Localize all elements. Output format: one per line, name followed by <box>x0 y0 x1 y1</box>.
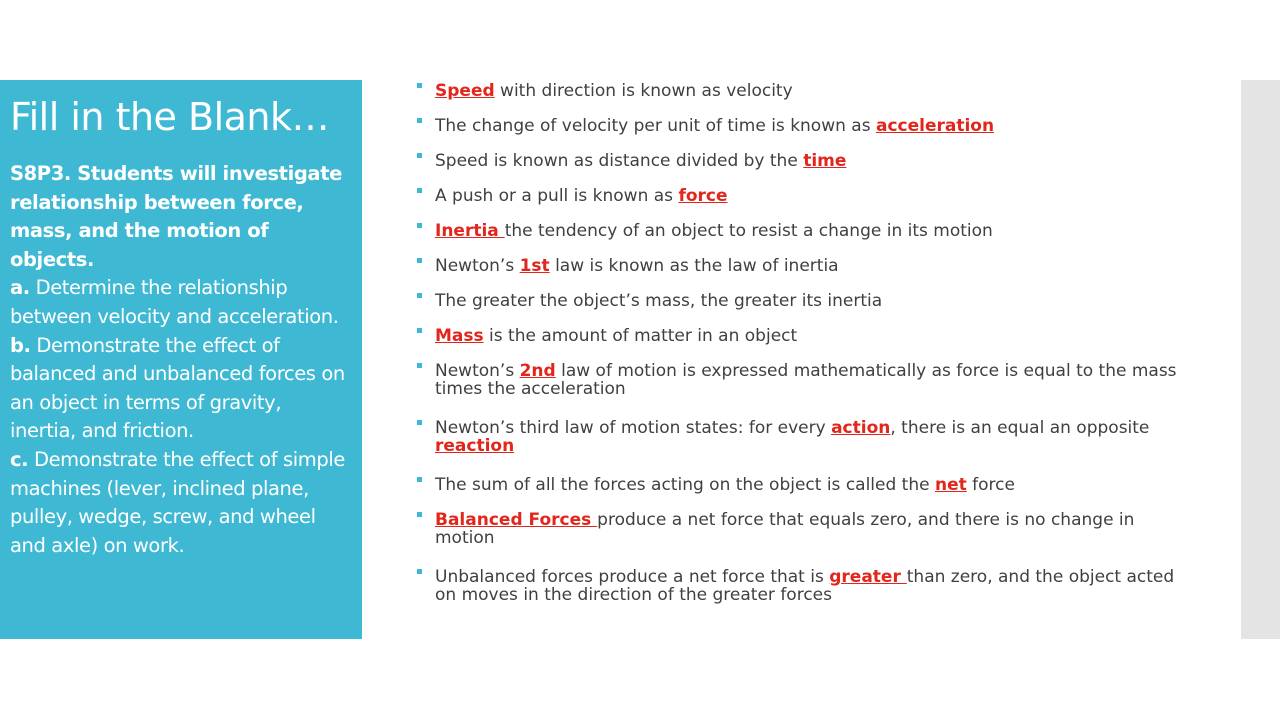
statement-text: Newton’s <box>435 361 520 381</box>
list-item <box>414 78 1184 104</box>
list-item <box>414 415 1184 455</box>
list-item-text <box>435 507 1184 547</box>
statement-text: A push or a pull is known as <box>435 186 679 206</box>
bullet-marker-icon <box>417 293 422 298</box>
list-item-text <box>435 253 1184 275</box>
answer-word: Speed <box>435 81 495 101</box>
list-item-text <box>435 218 1184 240</box>
answer-word: Mass <box>435 326 484 346</box>
scroll-strip <box>1241 80 1280 639</box>
standard-item-text: Demonstrate the effect of simple machines (lever, inclined plane, pulley, wedge, screw, and wheel and axle) on work. <box>10 447 345 557</box>
statement-text: The change of velocity per unit of time is known as <box>435 116 876 136</box>
answer-word: 2nd <box>519 361 556 381</box>
list-item-text <box>435 358 1184 398</box>
list-item <box>414 358 1184 398</box>
answer-word: reaction <box>435 436 515 456</box>
bullet-marker-icon <box>417 569 422 574</box>
bullet-marker-icon <box>417 477 422 482</box>
statement-text: The greater the object’s mass, the greater its inertia <box>435 291 883 311</box>
statement-text: Newton’s third law of motion states: for every <box>435 418 832 438</box>
list-item <box>414 218 1184 244</box>
standard-item-text: Demonstrate the effect of balanced and unbalanced forces on an object in terms of gravity, inertia, and friction. <box>10 333 345 443</box>
answer-word: net <box>935 475 967 495</box>
statement-text: law of motion is expressed mathematically as force is equal to the mass times the acceleration <box>435 361 1177 399</box>
list-item <box>414 148 1184 174</box>
bullet-marker-icon <box>417 420 422 425</box>
answer-word: acceleration <box>875 116 995 136</box>
list-item-text <box>435 148 1184 170</box>
statement-text: with direction is known as velocity <box>494 81 793 101</box>
list-item-text <box>435 472 1184 494</box>
bullet-marker-icon <box>417 223 422 228</box>
slide-title: Fill in the Blank… <box>10 95 330 139</box>
fill-in-blank-list <box>414 78 1184 621</box>
list-item-text <box>435 323 1184 345</box>
statement-text: the tendency of an object to resist a change in its motion <box>504 221 993 241</box>
list-item-text <box>435 288 1184 310</box>
list-item <box>414 507 1184 547</box>
list-item <box>414 323 1184 349</box>
standard-item-text: Determine the relationship between velocity and acceleration. <box>10 276 339 328</box>
list-item <box>414 113 1184 139</box>
bullet-marker-icon <box>417 328 422 333</box>
list-item-text <box>435 415 1184 455</box>
answer-word: time <box>803 151 847 171</box>
list-item-text <box>435 78 1184 100</box>
standard-header: S8P3. Students will investigate relationship between force, mass, and the motion of objects. <box>10 162 342 271</box>
answer-word: Balanced Forces <box>435 510 598 530</box>
statement-text: produce a net force that equals zero, and there is no change in motion <box>435 510 1135 548</box>
standard-text <box>10 160 348 560</box>
answer-word: action <box>831 418 891 438</box>
bullet-marker-icon <box>417 188 422 193</box>
statement-text: force <box>966 475 1015 495</box>
answer-word: 1st <box>519 256 550 276</box>
answer-word: Inertia <box>435 221 505 241</box>
answer-word: greater <box>829 567 907 587</box>
standards-panel <box>0 80 362 639</box>
list-item <box>414 472 1184 498</box>
statement-text: Speed is known as distance divided by the <box>435 151 804 171</box>
bullet-marker-icon <box>417 118 422 123</box>
bullet-marker-icon <box>417 153 422 158</box>
list-item <box>414 288 1184 314</box>
list-item-text <box>435 564 1184 604</box>
statement-text: than zero, and the object acted on moves in the direction of the greater forces <box>435 567 1175 605</box>
statement-text: Newton’s <box>435 256 520 276</box>
list-item <box>414 253 1184 279</box>
standard-item-label: c. <box>10 447 29 471</box>
statement-text: is the amount of matter in an object <box>483 326 798 346</box>
bullet-marker-icon <box>417 83 422 88</box>
statement-text: The sum of all the forces acting on the object is called the <box>435 475 935 495</box>
standard-item-label: b. <box>10 333 31 357</box>
list-item-text <box>435 183 1184 205</box>
standard-item-label: a. <box>10 276 30 300</box>
statement-text: , there is an equal an opposite <box>890 418 1150 438</box>
bullet-marker-icon <box>417 258 422 263</box>
list-item <box>414 564 1184 604</box>
bullet-marker-icon <box>417 512 422 517</box>
list-item-text <box>435 113 1184 135</box>
answer-word: force <box>678 186 728 206</box>
bullet-marker-icon <box>417 363 422 368</box>
statement-text: Unbalanced forces produce a net force that is <box>435 567 830 587</box>
list-item <box>414 183 1184 209</box>
statement-text: law is known as the law of inertia <box>549 256 839 276</box>
